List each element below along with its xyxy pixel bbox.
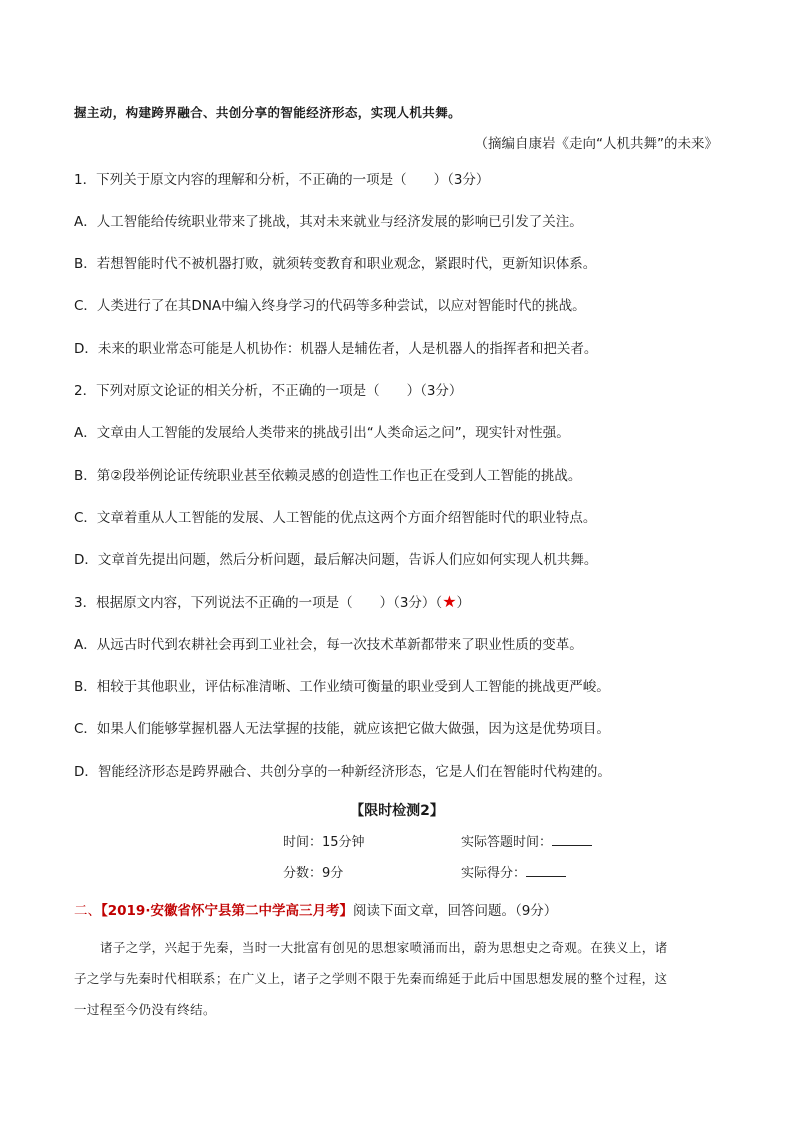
score-label: 分数：9分 xyxy=(283,866,344,881)
q2-option-c: C．文章着重从人工智能的发展、人工智能的优点这两个方面介绍智能时代的职业特点。 xyxy=(74,510,597,526)
q3-stem: 3．根据原文内容，下列说法不正确的一项是（ ）（3分）（ xyxy=(74,595,443,611)
q2-option-d: D．文章首先提出问题，然后分析问题，最后解决问题，告诉人们应如何实现人机共舞。 xyxy=(74,552,598,568)
time-label: 时间：15分钟 xyxy=(283,835,365,850)
actual-score-blank xyxy=(526,864,566,877)
q3-option-a: A．从远古时代到农耕社会再到工业社会，每一次技术革新都带来了职业性质的变革。 xyxy=(74,637,583,653)
passage2-line-1: 诸子之学，兴起于先秦，当时一大批富有创见的思想家喷涌而出，蔚为思想史之奇观。在狭义上，诸 xyxy=(100,940,668,955)
actual-time-blank xyxy=(552,833,592,846)
actual-score-field xyxy=(461,864,566,884)
q3-option-d: D．智能经济形态是跨界融合、共创分享的一种新经济形态，它是人们在智能时代构建的。 xyxy=(74,764,611,780)
part2-heading xyxy=(74,901,557,921)
q3-stem-end: ） xyxy=(456,595,471,611)
q1-option-d: D．未来的职业常态可能是人机协作：机器人是辅佐者，人是机器人的指挥者和把关者。 xyxy=(74,341,598,357)
part2-source-tag: 【2019·安徽省怀宁县第二中学高三月考】 xyxy=(101,903,353,919)
part2-prefix: 二、 xyxy=(74,903,101,919)
q2-option-a: A．文章由人工智能的发展给人类带来的挑战引出“人类命运之问”，现实针对性强。 xyxy=(74,425,570,441)
passage2-line-3: 一过程至今仍没有终结。 xyxy=(74,1002,216,1017)
q1-option-b: B．若想智能时代不被机器打败，就须转变教育和职业观念，紧跟时代，更新知识体系。 xyxy=(74,256,597,272)
q3-option-b: B．相较于其他职业，评估标准清晰、工作业绩可衡量的职业受到人工智能的挑战更严峻。 xyxy=(74,679,610,695)
q1-option-a: A．人工智能给传统职业带来了挑战，其对未来就业与经济发展的影响已引发了关注。 xyxy=(74,214,583,230)
q1-stem: 1．下列关于原文内容的理解和分析，不正确的一项是（ ）（3分） xyxy=(74,172,490,188)
star-icon: ★ xyxy=(442,592,457,611)
passage-end-line: 握主动，构建跨界融合、共创分享的智能经济形态，实现人机共舞。 xyxy=(74,105,462,120)
q3-stem-line xyxy=(74,592,470,613)
section-title: 【限时检测2】 xyxy=(350,803,444,819)
q1-option-c: C．人类进行了在其DNA中编入终身学习的代码等多种尝试，以应对智能时代的挑战。 xyxy=(74,298,586,314)
q2-option-b: B．第②段举例论证传统职业甚至依赖灵感的创造性工作也正在受到人工智能的挑战。 xyxy=(74,468,582,484)
part2-instruction: 阅读下面文章，回答问题。（9分） xyxy=(352,903,558,919)
q3-option-c: C．如果人们能够掌握机器人无法掌握的技能，就应该把它做大做强，因为这是优势项目。 xyxy=(74,721,610,737)
actual-score-label: 实际得分： xyxy=(461,866,527,881)
actual-time-field xyxy=(461,833,592,853)
q2-stem: 2．下列对原文论证的相关分析，不正确的一项是（ ）（3分） xyxy=(74,383,463,399)
passage-source: （摘编自康岩《走向“人机共舞”的未来》 xyxy=(474,136,718,152)
passage2-line-2: 子之学与先秦时代相联系；在广义上，诸子之学则不限于先秦而绵延于此后中国思想发展的整个过程，这 xyxy=(74,971,668,986)
actual-time-label: 实际答题时间： xyxy=(461,835,553,850)
